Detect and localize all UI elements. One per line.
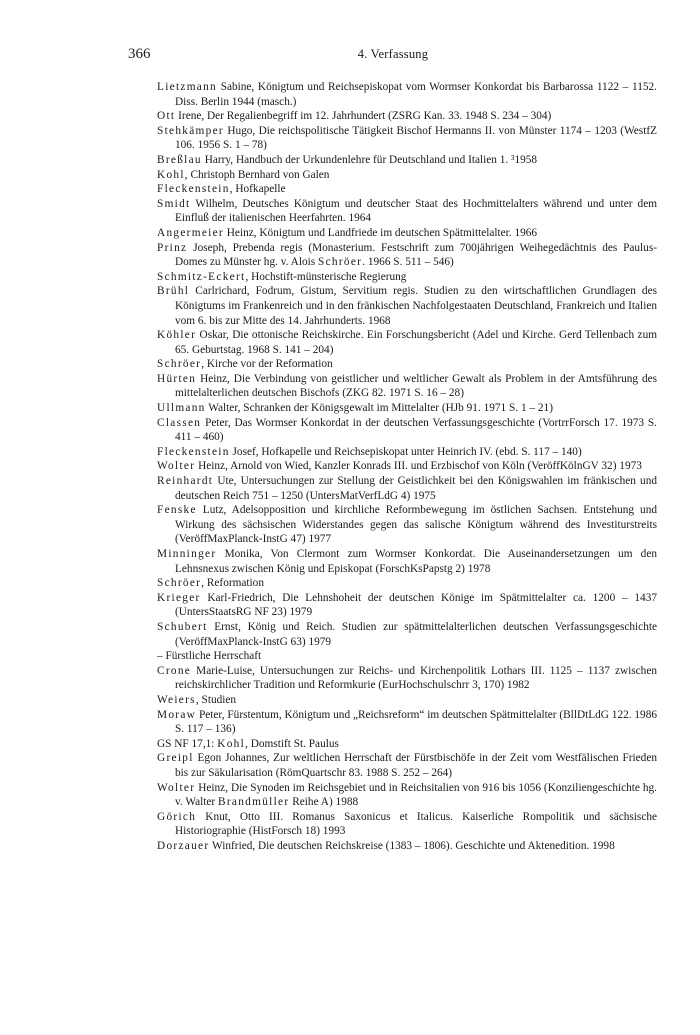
entry-author: Greipl — [157, 752, 194, 765]
bibliography-entry — [157, 270, 657, 285]
entry-author: Schubert — [157, 620, 208, 633]
entry-author: Ott — [157, 110, 176, 123]
entry-author: Krieger — [157, 591, 201, 604]
entry-text: Monika, Von Clermont zum Wormser Konkordat. Die Auseinandersetzungen um den Lehnsnexus zwischen König und Episkopat (ForschKsPapstg 2) 1978 — [175, 548, 657, 575]
entry-author: Reinhardt — [157, 475, 214, 488]
bibliography-entry — [157, 197, 657, 226]
entry-text: Karl-Friedrich, Die Lehnshoheit der deutschen Könige im Spätmittelalter ca. 1200 – 1437 (UntersStaatsRG NF 23) 1979 — [175, 591, 657, 619]
entry-text: , Christoph Bernhard von Galen — [184, 168, 330, 181]
entry-text: Egon Johannes, Zur weltlichen Herrschaft der Fürstbischöfe in der Zeit vom Westfälischen Frieden bis zur Säkularisation (RömQuartschr 83. 1988 S. 252 – 264) — [175, 752, 657, 779]
entry-text: – Fürstliche Herrschaft — [157, 650, 262, 663]
entry-text: Heinz, Königtum und Landfriede im deutschen Spätmittelalter. 1966 — [223, 226, 538, 239]
entry-author: Breßlau — [157, 153, 202, 166]
entry-text: , Domstift St. Paulus — [245, 737, 339, 750]
entry-author: Köhler — [157, 329, 197, 342]
entry-author: Wolter — [157, 781, 196, 794]
bibliography-entry — [157, 372, 657, 401]
entry-text-cont: Reihe A) 1988 — [289, 796, 359, 809]
entry-text: Josef, Hofkapelle und Reichsepiskopat unter Heinrich IV. (ebd. S. 117 – 140) — [229, 445, 582, 458]
bibliography-entry — [157, 781, 657, 810]
entry-author: Lietzmann — [157, 81, 218, 93]
entry-author: Dorzauer — [157, 839, 210, 852]
entry-author: Prinz — [157, 241, 188, 254]
bibliography-entry — [157, 620, 657, 649]
entry-text: , Hochstift-münsterische Regierung — [245, 270, 407, 283]
bibliography-entry — [157, 80, 657, 109]
entry-text: Ernst, König und Reich. Studien zur spätmittelalterlichen deutschen Verfassungsgeschichte (VeröffMaxPlanck-InstG 63) 1979 — [175, 620, 657, 648]
bibliography-entry — [157, 401, 657, 416]
bibliography-entry — [157, 664, 657, 693]
bibliography-entry — [157, 839, 657, 854]
entry-text: Harry, Handbuch der Urkundenlehre für Deutschland und Italien 1. ³1958 — [201, 153, 538, 166]
bibliography-entry — [157, 649, 657, 664]
bibliography-entry — [157, 416, 657, 445]
entry-author: Ullmann — [157, 402, 206, 415]
bibliography-entry — [157, 182, 657, 197]
entry-author: Brühl — [157, 285, 190, 298]
entry-author: Fenske — [157, 504, 197, 517]
entry-author: Schmitz-Eckert — [157, 270, 246, 283]
entry-text: Walter, Schranken der Königsgewalt im Mittelalter (HJb 91. 1971 S. 1 – 21) — [205, 402, 553, 415]
entry-author: Kohl — [157, 168, 185, 181]
bibliography-entry — [157, 708, 657, 737]
entry-author: Kohl — [217, 737, 246, 750]
bibliography-entry — [157, 737, 657, 752]
bibliography-entry — [157, 751, 657, 780]
bibliography-entry — [157, 226, 657, 241]
entry-text: Hugo, Die reichspolitische Tätigkeit Bischof Hermanns II. von Münster 1174 – 1203 (WestfZ 106. 1956 S. 1 – 78) — [175, 124, 657, 152]
entry-text: Carlrichard, Fodrum, Gistum, Servitium regis. Studien zu den wirtschaftlichen Grundlagen des Königtums im Frankenreich und in den fränkischen Nachfolgestaaten Deutschland, Frankreich und Italien vom 6. bis zur Mitte des 14. Jahrhunderts. 1968 — [175, 285, 657, 327]
bibliography-entry — [157, 153, 657, 168]
entry-text: Oskar, Die ottonische Reichskirche. Ein Forschungsbericht (Adel und Kirche. Gerd Tellenbach zum 65. Geburtstag. 1968 S. 141 – 204) — [175, 329, 657, 356]
bibliography-entry — [157, 445, 657, 460]
entry-text-cont: . 1966 S. 511 – 546) — [362, 256, 454, 269]
entry-text: Joseph, Prebenda regis (Monasterium. Festschrift zum 700jährigen Weihegedächtnis des Paulus-Domes zu Münster hg. v. Alois — [175, 241, 657, 269]
entry-author: Classen — [157, 416, 202, 429]
entry-author: Görich — [157, 810, 197, 823]
bibliography-entry — [157, 357, 657, 372]
entry-text: Sabine, Königtum und Reichsepiskopat vom Wormser Konkordat bis Barbarossa 1122 – 1152. Diss. Berlin 1944 (masch.) — [175, 81, 657, 108]
running-head — [128, 46, 658, 66]
entry-text: Irene, Der Regalienbegriff im 12. Jahrhundert (ZSRG Kan. 33. 1948 S. 234 – 304) — [175, 110, 552, 123]
entry-text: Wilhelm, Deutsches Königtum und deutscher Staat des Hochmittelalters während und unter dem Einfluß der italienischen Heerfahrten. 1964 — [175, 197, 657, 225]
entry-text: , Hofkapelle — [229, 183, 286, 196]
entry-editor: Brandmüller — [218, 796, 290, 809]
entry-author: Minninger — [157, 548, 217, 560]
entry-author: Fleckenstein — [157, 445, 230, 458]
bibliography-entry — [157, 474, 657, 503]
bibliography-list — [157, 80, 657, 853]
entry-author: Moraw — [157, 708, 197, 721]
entry-author: Schröer — [157, 358, 202, 371]
entry-text: Peter, Das Wormser Konkordat in der deutschen Verfassungsgeschichte (VortrrForsch 17. 1973 S. 411 – 460) — [175, 416, 657, 444]
entry-text: Heinz, Die Verbindung von geistlicher und weltlicher Gewalt als Problem in der Amtsführung des mittelalterlichen deutschen Bischofs (ZKG 82. 1971 S. 16 – 28) — [175, 372, 657, 400]
entry-author: Smidt — [157, 197, 191, 210]
bibliography-entry — [157, 576, 657, 591]
entry-author: Wolter — [157, 460, 196, 473]
entry-author: Hürten — [157, 372, 197, 385]
entry-text: , Reformation — [201, 577, 264, 590]
entry-text: Knut, Otto III. Romanus Saxonicus et Italicus. Kaiserliche Rompolitik und sächsische Historiographie (HistForsch 18) 1993 — [175, 810, 657, 838]
entry-author: Schröer — [157, 577, 202, 590]
bibliography-entry — [157, 547, 657, 576]
bibliography-entry — [157, 693, 657, 708]
entry-author: Weiers — [157, 693, 196, 706]
page-number: 366 — [128, 46, 151, 62]
bibliography-entry — [157, 328, 657, 357]
bibliography-entry — [157, 284, 657, 328]
bibliography-entry — [157, 591, 657, 620]
bibliography-entry — [157, 241, 657, 270]
bibliography-entry — [157, 168, 657, 183]
entry-text: Marie-Luise, Untersuchungen zur Reichs- und Kirchenpolitik Lothars III. 1125 – 1137 zwischen reichskirchlicher Tradition und Reformkurie (EurHochschulschrr 3, 170) 1982 — [175, 664, 657, 692]
entry-text: Winfried, Die deutschen Reichskreise (1383 – 1806). Geschichte und Aktenedition. 1998 — [209, 839, 615, 852]
bibliography-entry — [157, 459, 657, 474]
entry-text: Heinz, Arnold von Wied, Kanzler Konrads III. und Erzbischof von Köln (VeröffKölnGV 32) 1973 — [195, 460, 642, 473]
bibliography-entry — [157, 109, 657, 124]
entry-prefix: GS NF 17,1: — [157, 737, 218, 750]
entry-text: , Kirche vor der Reformation — [201, 358, 333, 371]
entry-author: Stehkämper — [157, 124, 224, 137]
entry-author: Fleckenstein — [157, 183, 230, 196]
entry-text: , Studien — [195, 693, 237, 706]
bibliography-entry — [157, 503, 657, 547]
entry-text: Peter, Fürstentum, Königtum und „Reichsreform“ im deutschen Spätmittelalter (BllDtLdG 122. 1986 S. 117 – 136) — [175, 708, 657, 736]
entry-text: Lutz, Adelsopposition und kirchliche Reformbewegung im östlichen Sachsen. Entstehung und Wirkung des sächsischen Widerstandes gegen das salische Königtum während des Investiturstreits (VeröffMaxPlanck-InstG 47) 1977 — [175, 504, 657, 546]
entry-author: Crone — [157, 664, 192, 677]
entry-text: Heinz, Die Synoden im Reichsgebiet und in Reichsitalien von 916 bis 1056 (Konziliengeschichte hg. v. Walter — [175, 781, 657, 809]
entry-author: Angermeier — [157, 226, 224, 239]
bibliography-entry — [157, 810, 657, 839]
entry-text: Ute, Untersuchungen zur Stellung der Geistlichkeit bei den Königswahlen im fränkischen und deutschen Reich 751 – 1250 (UntersMatVerfLdG 4) 1975 — [175, 475, 657, 502]
bibliography-entry — [157, 124, 657, 153]
chapter-title: 4. Verfassung — [357, 47, 429, 61]
entry-editor: Schröer — [317, 256, 363, 269]
